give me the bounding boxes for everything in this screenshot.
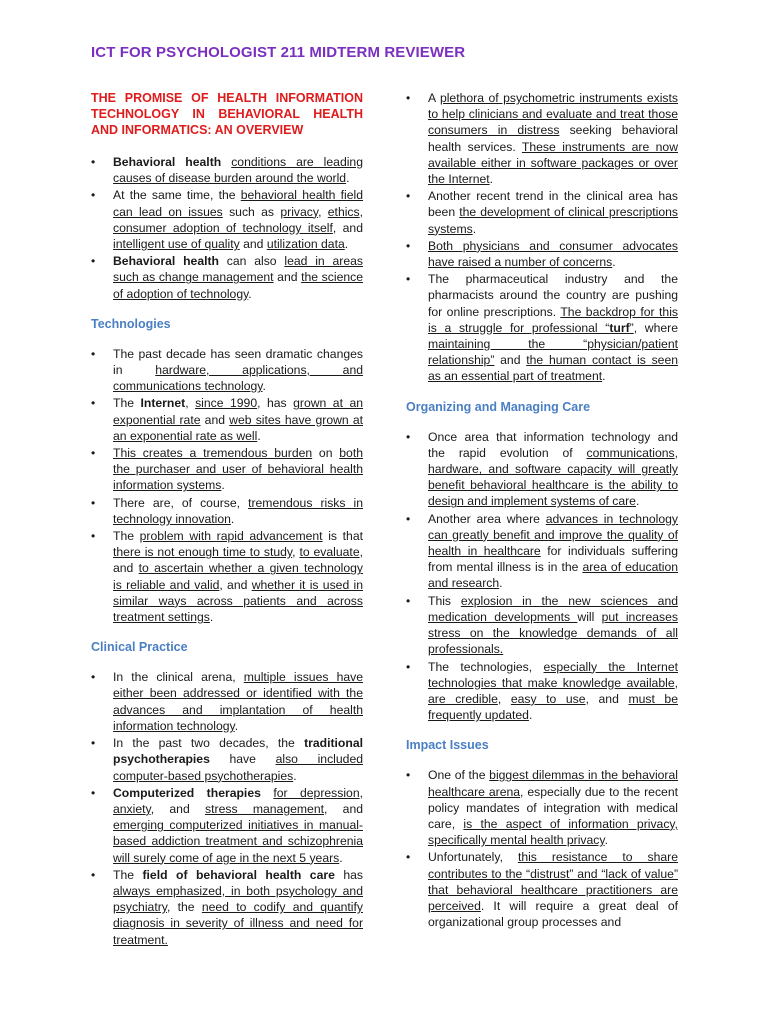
underlined-text: to ascertain whether a given technology is reliable and valid (113, 561, 363, 592)
underlined-text: grown at an exponential rate (113, 396, 364, 427)
underlined-text: consumer adoption of technology itself (113, 220, 333, 235)
underlined-text: since 1990 (195, 396, 258, 411)
bullet-item: • Unfortunately, this resistance to share contributes to the “distrust” and “lack of value” that behavioral healthcare practitioners are perceived. It will require a great deal of organizational group processes and (406, 849, 678, 930)
bullet-item: • In the past two decades, the traditional psychotherapies have also included computer-based psychotherapies. (91, 735, 363, 784)
bullet-item: • A plethora of psychometric instruments exists to help clinicians and evaluate and treat those consumers in distress seeking behavioral health services. These instruments are now available either in software packages or over the Internet. (406, 90, 678, 187)
underlined-text: is the aspect of information privacy, specifically mental health privacy (428, 816, 679, 848)
underlined-text: whether it is used in similar ways across patients and across treatment settings (113, 577, 364, 625)
bullet-item: • Once area that information technology and the rapid evolution of communications, hardware, and software capacity will greatly benefit behavioral healthcare is the ability to design and implement systems of care. (406, 429, 678, 510)
underlined-text: emerging computerized initiatives in manual-based addiction treatment and schizophrenia will surely come of age in the next 5 years (113, 818, 363, 865)
bold-text: Behavioral health (113, 155, 222, 169)
section-heading: Clinical Practice (91, 640, 188, 655)
bullet-item: • In the clinical arena, multiple issues have either been addressed or identified with the advances and implantation of health information technology. (91, 669, 363, 734)
bullet-item: • Behavioral health conditions are leading causes of disease burden around the world. (91, 154, 363, 186)
underlined-text: utilization data (266, 237, 345, 252)
underlined-text: especially the Internet technologies that make knowledge available (428, 659, 678, 690)
bold-text: Computerized therapies (113, 785, 261, 800)
underlined-text: Both physicians and consumer advocates have raised a number of concerns (428, 238, 678, 270)
bold-text: traditional psychotherapies (113, 736, 363, 767)
underlined-text: intelligent use of quality (113, 237, 240, 252)
underlined-text: communications (586, 445, 675, 460)
bullet-item: • Behavioral health can also lead in areas such as change management and the science of adoption of technology. (91, 253, 363, 302)
underlined-text: multiple issues have either been addressed or identified with the advances and implantation of health information technology (113, 670, 363, 733)
underlined-text: need to codify and quantify diagnosis in severity of illness and need for treatment. (113, 900, 363, 947)
bullet-item: • The problem with rapid advancement is that there is not enough time to study, to evaluate, and to ascertain whether a given technology is reliable and valid, and whether it is used in similar ways across patients and across treatment settings. (91, 528, 363, 625)
bullet-item: • The technologies, especially the Internet technologies that make knowledge available, are credible, easy to use, and must be frequently updated. (406, 659, 678, 724)
bullet-item: • The past decade has seen dramatic changes in hardware, applications, and communications technology. (91, 346, 363, 395)
bullet-item: • This creates a tremendous burden on both the purchaser and user of behavioral health information systems. (91, 445, 363, 494)
bullet-item: • One of the biggest dilemmas in the behavioral healthcare arena, especially due to the recent policy mandates of integration with medical care, is the aspect of information privacy, specifically mental health privacy. (406, 767, 678, 848)
underlined-text: privacy (280, 204, 319, 219)
underlined-text: also included computer-based psychotherapies (113, 752, 363, 783)
underlined-text: must be frequently updated (428, 691, 678, 723)
bullet-item: • Another area where advances in technology can greatly benefit and improve the quality of health in healthcare for individuals suffering from mental illness is in the area of education and research. (406, 511, 678, 592)
underlined-text: web sites have grown at an exponential rate as well (113, 412, 364, 443)
underlined-text: plethora of psychometric instruments exists to help clinicians and evaluate and treat those consumers in distress (428, 91, 678, 138)
underlined-text: hardware, applications, and communications technology (113, 363, 363, 394)
underlined-text: These instruments are now available either in software packages or over the Internet (428, 139, 678, 187)
bullet-list (406, 429, 678, 724)
underlined-text: to evaluate (299, 545, 360, 560)
underlined-text: biggest dilemmas in the behavioral healthcare arena (428, 768, 678, 799)
bullet-list (91, 346, 363, 625)
bullet-item: • Both physicians and consumer advocates have raised a number of concerns. (406, 238, 678, 270)
underlined-text: problem with rapid advancement (139, 529, 323, 544)
right-sections (406, 90, 678, 930)
bullet-item: • Computerized therapies for depression, anxiety, and stress management, and emerging computerized initiatives in manual-based addiction treatment and schizophrenia will surely come of age in the next 5 years. (91, 785, 363, 866)
underlined-text: ” (629, 320, 634, 335)
underlined-text: the science of adoption of technology (113, 270, 363, 301)
bullet-list (406, 767, 678, 930)
section-heading: Technologies (91, 316, 171, 331)
underlined-text: easy to use (510, 691, 586, 706)
bullet-item: • The pharmaceutical industry and the pharmacists around the country are pushing for online prescriptions. The backdrop for this is a struggle for professional “turf”, where maintaining the “physician/patient relationship” and the human contact is seen as an essential part of treatment. (406, 271, 678, 384)
main-heading: THE PROMISE OF HEALTH INFORMATION TECHNOLOGY IN BEHAVIORAL HEALTH AND INFORMATICS: AN OVERVIEW (91, 91, 363, 137)
bold-text: turf (609, 320, 630, 335)
bullet-list (91, 154, 363, 302)
bold-text: field of behavioral health care (142, 867, 335, 882)
underlined-text: explosion in the new sciences and medication developments (428, 593, 678, 624)
left-sections (91, 154, 363, 948)
underlined-text: stress management (205, 801, 324, 816)
underlined-text: maintaining the “physician/patient relationship” (428, 337, 678, 368)
underlined-text: for depression (273, 785, 360, 800)
bullet-item: • Another recent trend in the clinical area has been the development of clinical prescriptions systems. (406, 188, 678, 237)
underlined-text: are credible (428, 691, 498, 706)
bullet-list (91, 669, 363, 947)
underlined-text: tremendous risks in technology innovation (113, 495, 363, 526)
underlined-text: anxiety (113, 801, 151, 816)
bullet-list (406, 90, 678, 385)
underlined-text: ethics (327, 204, 360, 219)
right-column (406, 90, 678, 931)
page-title: ICT FOR PSYCHOLOGIST 211 MIDTERM REVIEWER (91, 44, 466, 61)
section-heading: Organizing and Managing Care (406, 399, 591, 414)
bullet-item: • The Internet, since 1990, has grown at an exponential rate and web sites have grown at an exponential rate as well. (91, 395, 363, 444)
bold-text: Internet (140, 396, 186, 411)
underlined-text: advances in technology can greatly benefit and improve the quality of health in healthcare (428, 511, 678, 559)
underlined-text: conditions are leading causes of disease burden around the world (113, 155, 363, 186)
underlined-text: This creates a tremendous burden (113, 446, 313, 461)
underlined-text: there is not enough time to study (113, 545, 293, 560)
underlined-text: area of education and research (428, 560, 678, 591)
underlined-text: the human contact is seen as an essential part of treatment (428, 353, 679, 384)
underlined-text: always emphasized, in both psychology and psychiatry (113, 883, 363, 915)
underlined-text: the development of clinical prescriptions systems (428, 205, 679, 236)
underlined-text: The backdrop for this is a struggle for professional “ (428, 304, 678, 335)
bullet-item: • The field of behavioral health care has always emphasized, in both psychology and psychiatry, the need to codify and quantify diagnosis in severity of illness and need for treatment. (91, 867, 363, 948)
underlined-text: behavioral health field can lead on issues (113, 188, 364, 219)
bullet-item: • This explosion in the new sciences and medication developments will put increases stress on the knowledge demands of all professionals. (406, 593, 678, 658)
underlined-text: hardware, and software capacity will greatly benefit behavioral healthcare is the ability to design and implement systems of care (428, 462, 678, 509)
underlined-text: put increases stress on the knowledge demands of all professionals. (428, 609, 678, 657)
underlined-text: both the purchaser and user of behavioral health information systems (113, 446, 363, 493)
underlined-text: this resistance to share contributes to the “distrust” and “lack of value” that behavioral healthcare practitioners are perceived (428, 850, 678, 913)
underlined-text: lead in areas such as change management (113, 254, 363, 285)
section-heading: Impact Issues (406, 738, 489, 753)
bold-text: Behavioral health (113, 254, 219, 269)
left-column (91, 90, 363, 949)
bullet-item: • There are, of course, tremendous risks in technology innovation. (91, 495, 363, 527)
bullet-item: • At the same time, the behavioral health field can lead on issues such as privacy, ethics, consumer adoption of technology itself, and intelligent use of quality and utilization data. (91, 187, 363, 252)
